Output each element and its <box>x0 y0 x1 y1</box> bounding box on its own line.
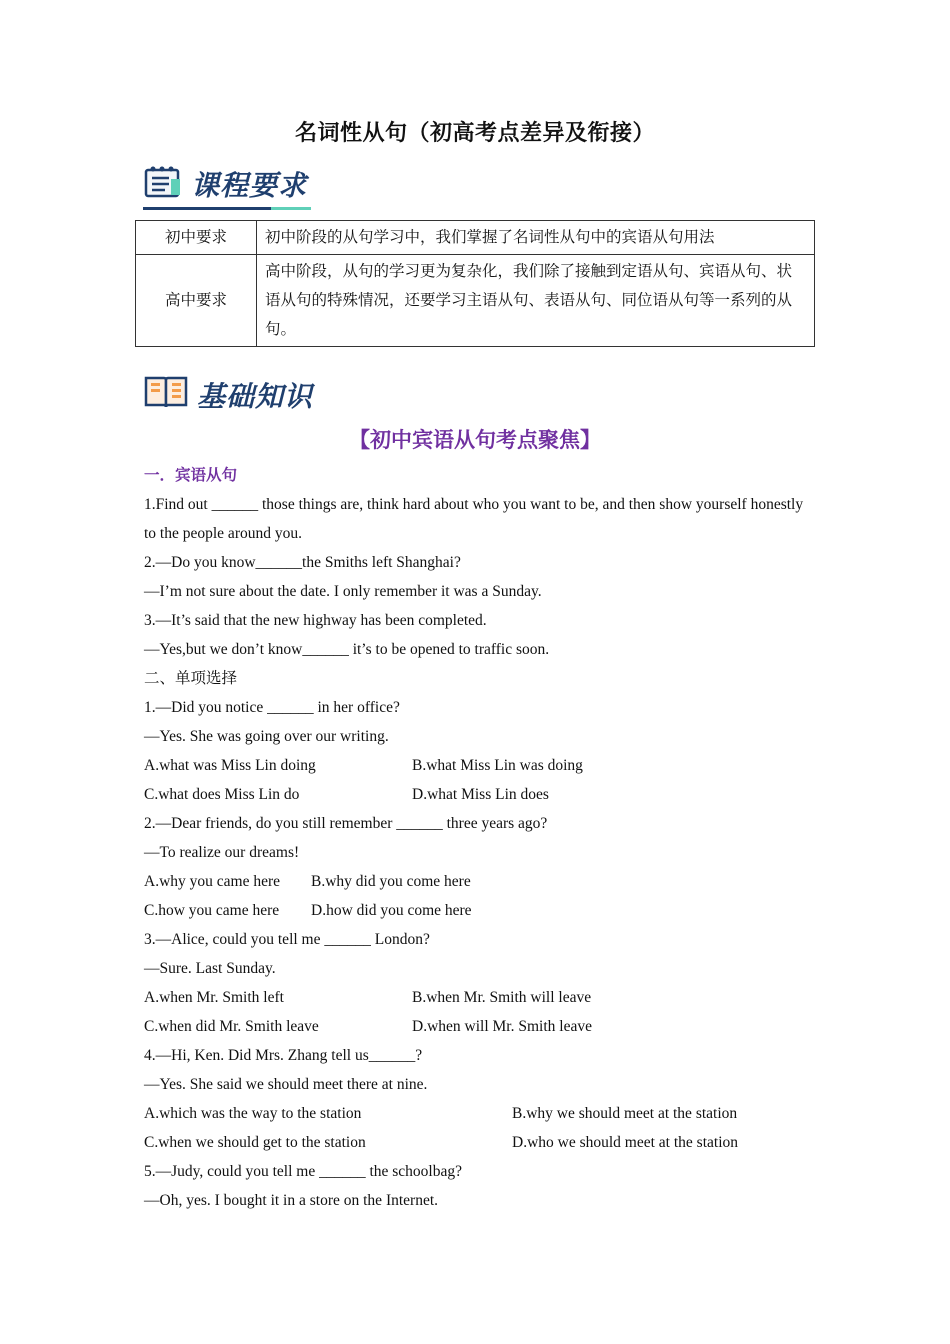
requirement-value: 高中阶段，从句的学习更为复杂化，我们除了接触到定语从句、宾语从句、状语从句的特殊情况，还要学习主语从句、表语从句、同位语从句等一系列的从句。 <box>257 255 815 347</box>
requirements-table <box>135 220 815 347</box>
option: B.when Mr. Smith will leave <box>412 989 592 1006</box>
option: D.when will Mr. Smith leave <box>412 1018 592 1035</box>
basic-knowledge-label: 基础知识 <box>197 379 314 413</box>
question-text: 5.—Judy, could you tell me ______ the schoolbag? <box>144 1163 462 1180</box>
table-row <box>136 221 815 255</box>
option: A.when Mr. Smith left <box>144 989 284 1006</box>
section-subtitle: 【初中宾语从句考点聚焦】 <box>349 428 601 452</box>
option: A.what was Miss Lin doing <box>144 757 316 774</box>
option: C.when did Mr. Smith leave <box>144 1018 319 1035</box>
option: A.which was the way to the station <box>144 1105 362 1122</box>
question-text: 2.—Do you know______the Smiths left Shanghai? <box>144 554 461 571</box>
answer-text: —Yes. She was going over our writing. <box>144 728 389 745</box>
book-icon <box>143 374 189 415</box>
question-text: 1.—Did you notice ______ in her office? <box>144 699 400 716</box>
option: B.why did you come here <box>311 873 471 890</box>
option-row <box>144 751 816 780</box>
requirement-key: 高中要求 <box>136 255 257 347</box>
option-row <box>144 896 816 925</box>
answer-text: —Yes. She said we should meet there at nine. <box>144 1076 428 1093</box>
option: C.what does Miss Lin do <box>144 786 300 803</box>
requirement-value: 初中阶段的从句学习中，我们掌握了名词性从句中的宾语从句用法 <box>257 221 815 255</box>
question-text: 4.—Hi, Ken. Did Mrs. Zhang tell us______? <box>144 1047 423 1064</box>
exercise-content <box>144 461 816 1215</box>
option: B.what Miss Lin was doing <box>412 757 583 774</box>
option: D.who we should meet at the station <box>512 1134 738 1151</box>
option: A.why you came here <box>144 873 281 890</box>
option: D.what Miss Lin does <box>412 786 549 803</box>
option: B.why we should meet at the station <box>512 1105 738 1122</box>
part2-heading: 二、单项选择 <box>144 670 238 687</box>
answer-text: —I’m not sure about the date. I only remember it was a Sunday. <box>144 583 542 600</box>
part1-heading: 一．宾语从句 <box>144 467 238 484</box>
answer-text: —Oh, yes. I bought it in a store on the Internet. <box>144 1192 439 1209</box>
option-row <box>144 867 816 896</box>
basic-knowledge-header <box>143 374 313 415</box>
requirement-key: 初中要求 <box>136 221 257 255</box>
question-text: 3.—It’s said that the new highway has been completed. <box>144 612 487 629</box>
option-row <box>144 983 816 1012</box>
question-text: 3.—Alice, could you tell me ______ London? <box>144 931 430 948</box>
header-underline <box>143 207 311 211</box>
option: C.how you came here <box>144 902 280 919</box>
option: D.how did you come here <box>311 902 472 919</box>
option-row <box>144 1012 816 1041</box>
answer-text: —To realize our dreams! <box>144 844 300 861</box>
page-title: 名词性从句（初高考点差异及衔接） <box>294 120 655 145</box>
question-text: 2.—Dear friends, do you still remember ______ three years ago? <box>144 815 548 832</box>
question-text: 1.Find out ______ those things are, think hard about who you want to be, and then show yourself honestly to the people around you. <box>144 496 804 542</box>
course-requirement-label: 课程要求 <box>191 169 308 202</box>
option-row <box>144 1128 816 1157</box>
table-row <box>136 255 815 347</box>
answer-text: —Sure. Last Sunday. <box>144 960 276 977</box>
option-row <box>144 780 816 809</box>
option-row <box>144 1099 816 1128</box>
course-requirement-header <box>143 164 307 204</box>
option: C.when we should get to the station <box>144 1134 366 1151</box>
answer-text: —Yes,but we don’t know______ it’s to be opened to traffic soon. <box>144 641 550 658</box>
notebook-icon <box>143 165 183 204</box>
